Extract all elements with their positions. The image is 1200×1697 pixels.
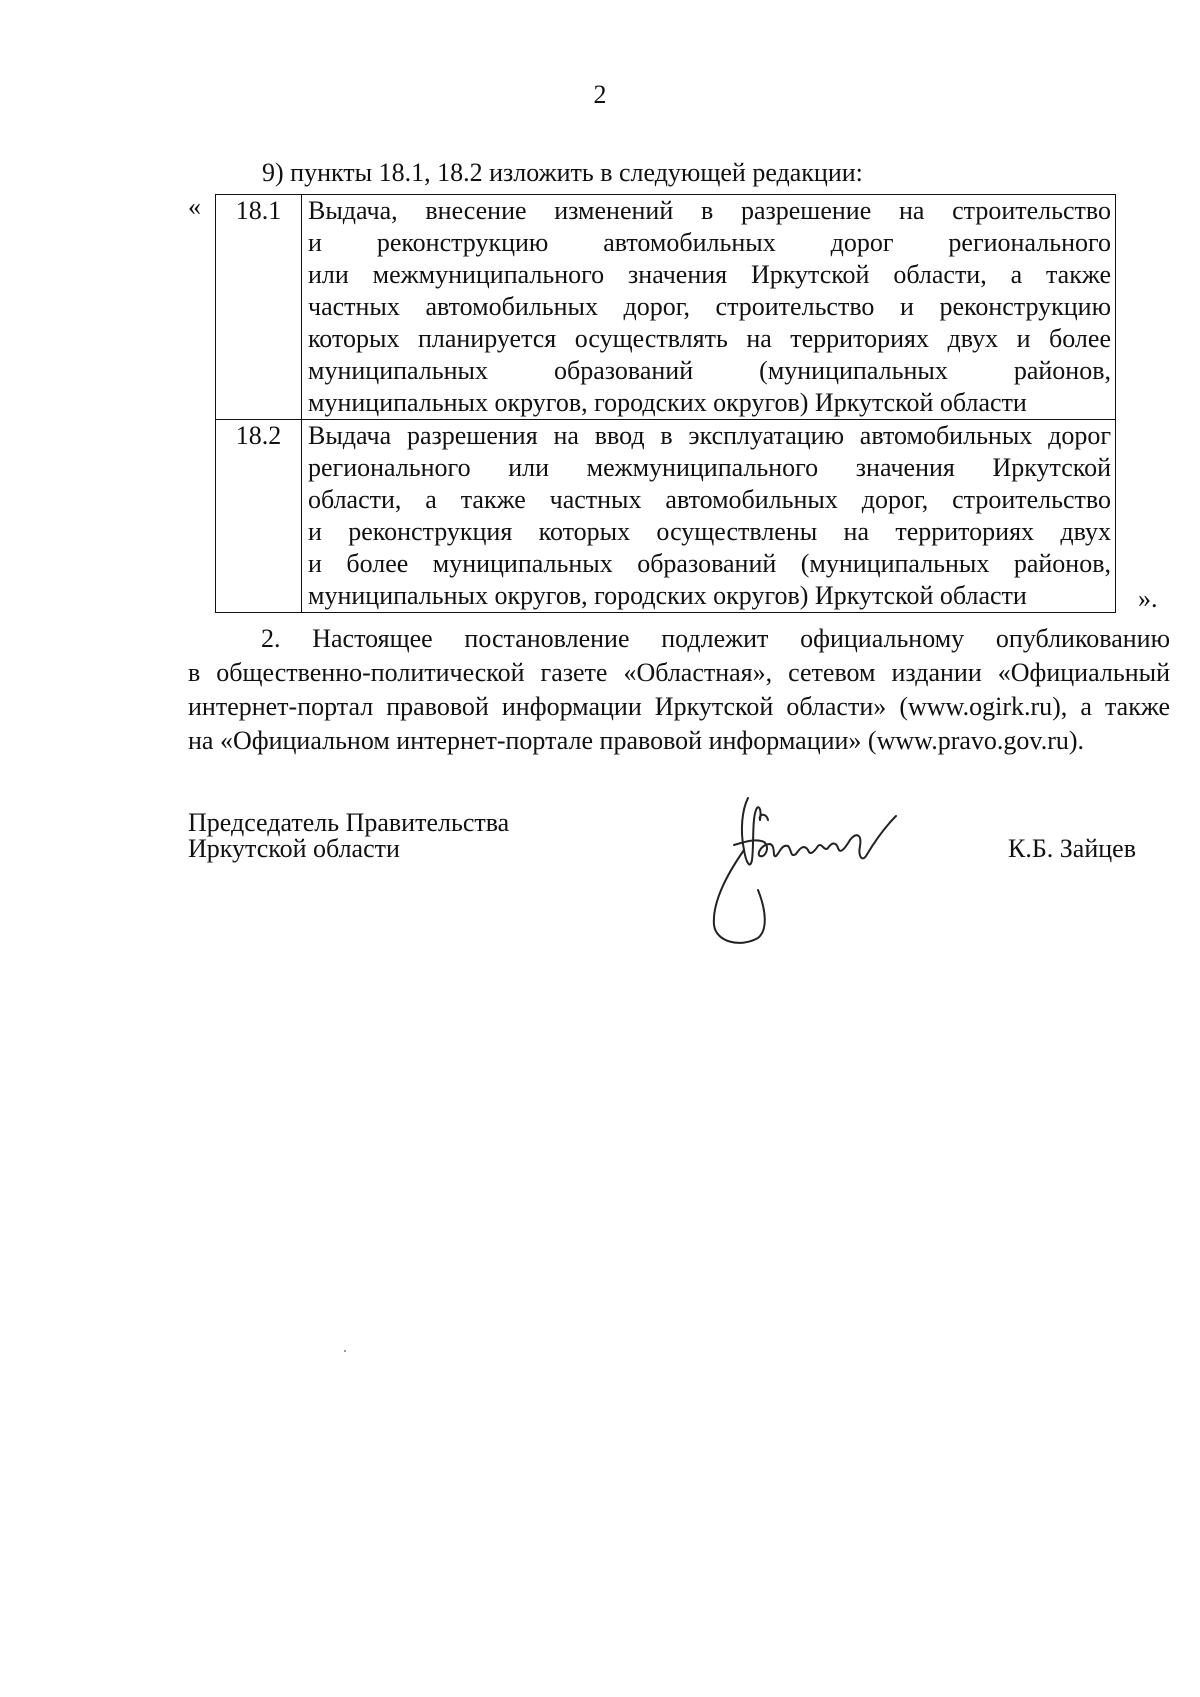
item-text-line: или межмуниципального значения Иркутской области, а также xyxy=(308,260,1111,289)
item-number: 18.1 xyxy=(216,195,302,420)
item-text-line: регионального или межмуниципального значения Иркутской xyxy=(308,453,1111,482)
item-text-line: и более муниципальных образований (муниципальных районов, xyxy=(308,549,1111,578)
item-text-line: которых планируется осуществлять на территориях двух и более xyxy=(308,324,1111,353)
paragraph-line: 2. Настоящее постановление подлежит официальному опубликованию xyxy=(261,624,1170,653)
handwritten-signature xyxy=(700,790,930,950)
item-text-line: муниципальных округов, городских округов) Иркутской области xyxy=(308,388,1027,417)
item-text-line: и реконструкция которых осуществлены на территориях двух xyxy=(308,517,1111,546)
table-row xyxy=(216,420,1116,613)
signatory-position-line: Иркутской области xyxy=(188,834,400,863)
item-text-line: муниципальных округов, городских округов) Иркутской области xyxy=(308,581,1027,610)
scan-speck xyxy=(344,1350,346,1352)
amendment-table xyxy=(215,194,1116,613)
amendment-intro: 9) пункты 18.1, 18.2 изложить в следующей редакции: xyxy=(262,158,863,187)
closing-quote: ». xyxy=(1138,584,1158,613)
signatory-position xyxy=(188,810,509,862)
item-text xyxy=(302,195,1116,420)
item-text-line: частных автомобильных дорог, строительство и реконструкцию xyxy=(308,292,1111,321)
item-text-line: и реконструкцию автомобильных дорог регионального xyxy=(308,228,1111,257)
opening-quote: « xyxy=(188,192,201,221)
paragraph-line: на «Официальном интернет-портале правовой информации» (www.pravo.gov.ru). xyxy=(188,726,1085,755)
item-text xyxy=(302,420,1116,613)
paragraph-line: в общественно-политической газете «Областная», сетевом издании «Официальный xyxy=(188,658,1170,687)
table-row xyxy=(216,195,1116,420)
signatory-position-line: Председатель Правительства xyxy=(188,808,510,837)
item-number: 18.2 xyxy=(216,420,302,613)
page-number: 2 xyxy=(593,80,607,109)
signatory-name: К.Б. Зайцев xyxy=(1008,834,1136,863)
item-text-line: области, а также частных автомобильных дорог, строительство xyxy=(308,485,1111,514)
paragraph-line: интернет-портал правовой информации Иркутской области» (www.ogirk.ru), а также xyxy=(188,692,1170,721)
item-text-line: муниципальных образований (муниципальных районов, xyxy=(308,356,1111,385)
publication-paragraph xyxy=(188,622,1170,758)
item-text-line: Выдача, внесение изменений в разрешение на строительство xyxy=(308,196,1111,225)
item-text-line: Выдача разрешения на ввод в эксплуатацию автомобильных дорог xyxy=(308,421,1111,450)
